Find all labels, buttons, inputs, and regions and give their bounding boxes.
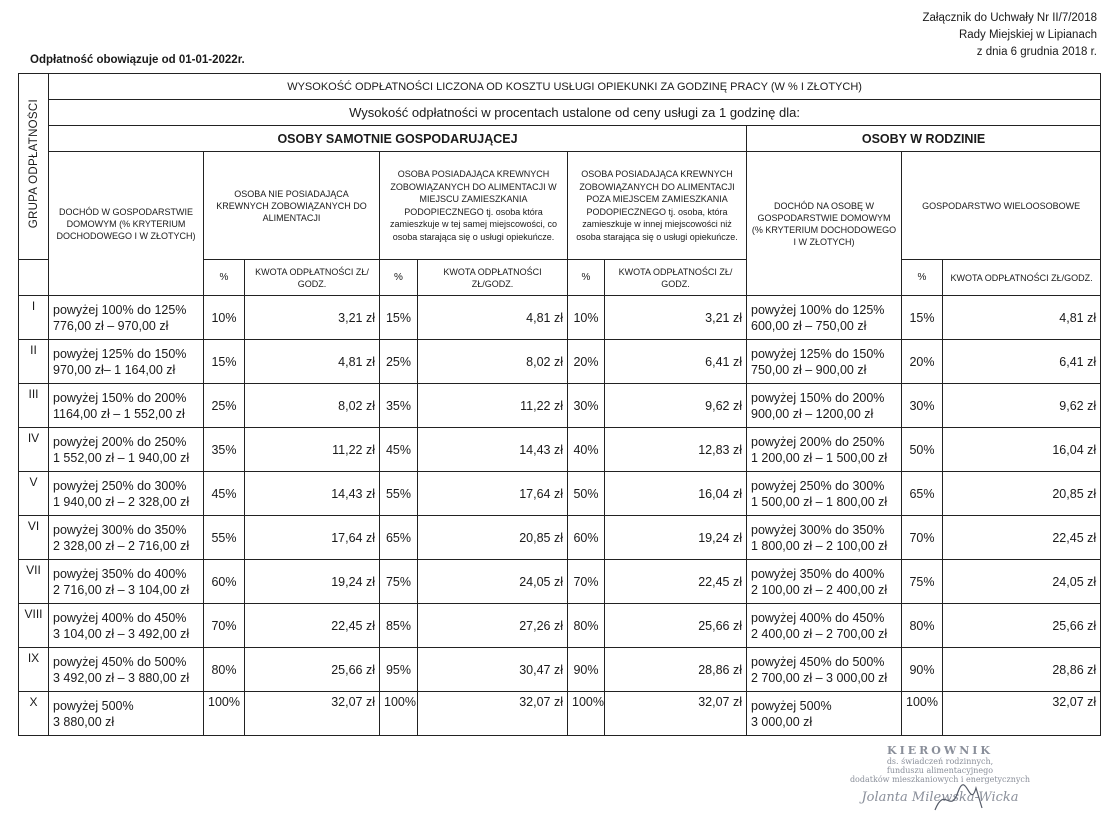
amount-relatives-other-place: 16,04 zł [605,472,747,516]
pct-header: % [902,260,943,296]
stamp-title: KIEROWNIK [887,744,993,757]
amount-no-relatives: 22,45 zł [245,604,380,648]
amount-header: KWOTA ODPŁATNOŚCI ZŁ/GODZ. [418,260,568,296]
amount-relatives-same-place: 11,22 zł [418,384,568,428]
amount-relatives-same-place: 20,85 zł [418,516,568,560]
amount-relatives-other-place: 28,86 zł [605,648,747,692]
table-row [19,648,1101,692]
income-percent-range: powyżej 250% do 300% [53,478,187,493]
income-percent-range: powyżej 100% do 125% [751,302,885,317]
percent-multi-person: 50% [902,428,943,472]
amount-relatives-other-place: 22,45 zł [605,560,747,604]
income-range-single [49,384,204,428]
attachment-header [923,10,1098,61]
income-amount-range: 600,00 zł – 750,00 zł [751,318,867,333]
table-row [19,472,1101,516]
amount-no-relatives: 32,07 zł [245,692,380,736]
group-number: V [19,472,49,516]
amount-no-relatives: 4,81 zł [245,340,380,384]
attachment-line-2: Rady Miejskiej w Lipianach [958,29,1097,41]
percent-multi-person: 90% [902,648,943,692]
amount-relatives-same-place: 27,26 zł [418,604,568,648]
group-number: VI [19,516,49,560]
amount-multi-person: 20,85 zł [943,472,1101,516]
percent-relatives-same-place: 25% [380,340,418,384]
amount-relatives-other-place: 9,62 zł [605,384,747,428]
percent-relatives-same-place: 75% [380,560,418,604]
stamp-line-3: dodatków mieszkaniowych i energetycznych [849,775,1031,784]
income-percent-range: powyżej 500% [751,698,832,713]
attachment-line-1: Załącznik do Uchwały Nr II/7/2018 [922,12,1097,24]
percent-relatives-other-place: 90% [568,648,605,692]
income-range-single [49,428,204,472]
percent-relatives-other-place: 20% [568,340,605,384]
income-family-header: DOCHÓD NA OSOBĘ W GOSPODARSTWIE DOMOWYM (% KRYTERIUM DOCHODOWEGO I W ZŁOTYCH) [747,152,902,296]
table-row [19,604,1101,648]
amount-relatives-other-place: 32,07 zł [605,692,747,736]
income-percent-range: powyżej 450% do 500% [751,654,885,669]
relatives-other-place-header: OSOBA POSIADAJĄCA KREWNYCH ZOBOWIĄZANYCH DO ALIMENTACJI POZA MIEJSCEM ZAMIESZKANIA PODOPIECZNEGO tj. osoba, która zamieszkuje w innej miejscowości niż osoba starająca się o usługi opiekuńcze. [568,152,747,260]
percent-relatives-same-place: 95% [380,648,418,692]
family-title: OSOBY W RODZINIE [747,126,1101,152]
amount-relatives-other-place: 3,21 zł [605,296,747,340]
amount-no-relatives: 14,43 zł [245,472,380,516]
income-percent-range: powyżej 300% do 350% [751,522,885,537]
amount-no-relatives: 19,24 zł [245,560,380,604]
income-amount-range: 2 328,00 zł – 2 716,00 zł [53,538,190,553]
income-amount-range: 1 552,00 zł – 1 940,00 zł [53,450,190,465]
amount-multi-person: 4,81 zł [943,296,1101,340]
income-amount-range: 1 200,00 zł – 1 500,00 zł [751,450,888,465]
income-amount-range: 2 700,00 zł – 3 000,00 zł [751,670,888,685]
amount-relatives-same-place: 8,02 zł [418,340,568,384]
income-single-header: DOCHÓD W GOSPODARSTWIE DOMOWYM (% KRYTERIUM DOCHODOWEGO I W ZŁOTYCH) [49,152,204,296]
percent-no-relatives: 55% [204,516,245,560]
pct-header: % [204,260,245,296]
attachment-line-3: z dnia 6 grudnia 2018 r. [976,46,1097,58]
income-percent-range: powyżej 500% [53,698,134,713]
income-range-family [747,296,902,340]
percent-relatives-other-place: 10% [568,296,605,340]
table-row [19,516,1101,560]
group-header-spacer [19,260,49,296]
group-number: IX [19,648,49,692]
income-amount-range: 2 100,00 zł – 2 400,00 zł [751,582,888,597]
income-percent-range: powyżej 250% do 300% [751,478,885,493]
income-amount-range: 750,00 zł – 900,00 zł [751,362,867,377]
income-percent-range: powyżej 125% do 150% [751,346,885,361]
amount-no-relatives: 17,64 zł [245,516,380,560]
amount-multi-person: 24,05 zł [943,560,1101,604]
income-range-single [49,692,204,736]
amount-multi-person: 6,41 zł [943,340,1101,384]
percent-relatives-same-place: 100% [380,692,418,736]
amount-relatives-same-place: 24,05 zł [418,560,568,604]
table-row [19,384,1101,428]
percent-no-relatives: 80% [204,648,245,692]
group-header: GRUPA ODPŁATNOŚCI [19,74,49,260]
pct-header: % [568,260,605,296]
percent-no-relatives: 35% [204,428,245,472]
table-subtitle: Wysokość odpłatności w procentach ustalone od ceny usługi za 1 godzinę dla: [49,100,1101,126]
stamp-name: Jolanta Milewska-Wicka [861,790,1019,805]
percent-no-relatives: 70% [204,604,245,648]
income-percent-range: powyżej 400% do 450% [751,610,885,625]
percent-no-relatives: 60% [204,560,245,604]
percent-relatives-other-place: 30% [568,384,605,428]
percent-no-relatives: 45% [204,472,245,516]
percent-no-relatives: 25% [204,384,245,428]
income-amount-range: 776,00 zł – 970,00 zł [53,318,169,333]
percent-relatives-other-place: 60% [568,516,605,560]
income-percent-range: powyżej 300% do 350% [53,522,187,537]
income-range-family [747,428,902,472]
effective-date-note: Odpłatność obowiązuje od 01-01-2022r. [30,54,245,66]
percent-relatives-same-place: 45% [380,428,418,472]
income-range-family [747,648,902,692]
income-range-single [49,560,204,604]
income-amount-range: 1 940,00 zł – 2 328,00 zł [53,494,190,509]
amount-relatives-other-place: 12,83 zł [605,428,747,472]
table-row [19,296,1101,340]
income-range-single [49,648,204,692]
income-percent-range: powyżej 350% do 400% [751,566,885,581]
income-range-single [49,340,204,384]
income-percent-range: powyżej 450% do 500% [53,654,187,669]
income-amount-range: 3 000,00 zł [751,714,813,729]
amount-relatives-same-place: 32,07 zł [418,692,568,736]
group-number: II [19,340,49,384]
percent-multi-person: 30% [902,384,943,428]
single-household-title: OSOBY SAMOTNIE GOSPODARUJĄCEJ [49,126,747,152]
income-amount-range: 900,00 zł – 1200,00 zł [751,406,874,421]
percent-relatives-same-place: 55% [380,472,418,516]
income-range-family [747,472,902,516]
income-range-family [747,604,902,648]
income-percent-range: powyżej 150% do 200% [751,390,885,405]
income-percent-range: powyżej 200% do 250% [53,434,187,449]
income-amount-range: 2 716,00 zł – 3 104,00 zł [53,582,190,597]
group-number: VII [19,560,49,604]
amount-no-relatives: 25,66 zł [245,648,380,692]
percent-multi-person: 65% [902,472,943,516]
amount-header: KWOTA ODPŁATNOŚCI ZŁ/GODZ. [943,260,1101,296]
percent-relatives-other-place: 40% [568,428,605,472]
amount-relatives-other-place: 19,24 zł [605,516,747,560]
amount-header: KWOTA ODPŁATNOŚCI ZŁ/ GODZ. [605,260,747,296]
amount-relatives-same-place: 4,81 zł [418,296,568,340]
group-number: III [19,384,49,428]
percent-multi-person: 20% [902,340,943,384]
group-number: X [19,692,49,736]
stamp-line-2: funduszu alimentacyjnego [886,766,994,775]
pct-header: % [380,260,418,296]
percent-no-relatives: 100% [204,692,245,736]
percent-no-relatives: 15% [204,340,245,384]
amount-relatives-same-place: 17,64 zł [418,472,568,516]
amount-relatives-same-place: 30,47 zł [418,648,568,692]
income-range-family [747,384,902,428]
income-amount-range: 3 880,00 zł [53,714,115,729]
stamp-line-1: ds. świadczeń rodzinnych, [886,757,994,766]
amount-multi-person: 28,86 zł [943,648,1101,692]
amount-relatives-same-place: 14,43 zł [418,428,568,472]
multi-person-header: GOSPODARSTWO WIELOOSOBOWE [902,152,1101,260]
income-amount-range: 1 800,00 zł – 2 100,00 zł [751,538,888,553]
percent-relatives-same-place: 85% [380,604,418,648]
amount-header: KWOTA ODPŁATNOŚCI ZŁ/ GODZ. [245,260,380,296]
percent-multi-person: 75% [902,560,943,604]
percent-relatives-other-place: 80% [568,604,605,648]
income-range-family [747,560,902,604]
income-amount-range: 970,00 zł– 1 164,00 zł [53,362,176,377]
income-range-single [49,296,204,340]
income-percent-range: powyżej 400% do 450% [53,610,187,625]
table-row [19,340,1101,384]
income-range-single [49,604,204,648]
income-amount-range: 1 500,00 zł – 1 800,00 zł [751,494,888,509]
amount-relatives-other-place: 6,41 zł [605,340,747,384]
amount-multi-person: 32,07 zł [943,692,1101,736]
percent-relatives-other-place: 100% [568,692,605,736]
income-amount-range: 1164,00 zł – 1 552,00 zł [53,406,185,421]
amount-multi-person: 25,66 zł [943,604,1101,648]
percent-multi-person: 80% [902,604,943,648]
amount-relatives-other-place: 25,66 zł [605,604,747,648]
signature-scribble [930,780,990,820]
income-percent-range: powyżej 350% do 400% [53,566,187,581]
income-percent-range: powyżej 125% do 150% [53,346,187,361]
amount-no-relatives: 11,22 zł [245,428,380,472]
amount-no-relatives: 8,02 zł [245,384,380,428]
percent-multi-person: 100% [902,692,943,736]
amount-no-relatives: 3,21 zł [245,296,380,340]
income-amount-range: 3 492,00 zł – 3 880,00 zł [53,670,190,685]
percent-relatives-other-place: 70% [568,560,605,604]
group-number: IV [19,428,49,472]
table-row [19,428,1101,472]
percent-relatives-same-place: 15% [380,296,418,340]
income-range-family [747,516,902,560]
income-range-single [49,472,204,516]
table-main-title: WYSOKOŚĆ ODPŁATNOŚCI LICZONA OD KOSZTU USŁUGI OPIEKUNKI ZA GODZINĘ PRACY (W % I ZŁOTYCH) [49,74,1101,100]
percent-multi-person: 70% [902,516,943,560]
amount-multi-person: 22,45 zł [943,516,1101,560]
percent-multi-person: 15% [902,296,943,340]
percent-relatives-same-place: 35% [380,384,418,428]
group-number: VIII [19,604,49,648]
amount-multi-person: 16,04 zł [943,428,1101,472]
income-amount-range: 2 400,00 zł – 2 700,00 zł [751,626,888,641]
income-percent-range: powyżej 100% do 125% [53,302,187,317]
percent-relatives-other-place: 50% [568,472,605,516]
relatives-same-place-header: OSOBA POSIADAJĄCA KREWNYCH ZOBOWIĄZANYCH DO ALIMENTACJI W MIEJSCU ZAMIESZKANIA PODOPIECZNEGO tj. osoba która zamieszkuje w tej samej miejscowości, co osoba starająca się o usługi opiekuńcze. [380,152,568,260]
income-range-single [49,516,204,560]
income-range-family [747,692,902,736]
table-row [19,692,1101,736]
group-number: I [19,296,49,340]
income-amount-range: 3 104,00 zł – 3 492,00 zł [53,626,190,641]
table-row [19,560,1101,604]
amount-multi-person: 9,62 zł [943,384,1101,428]
income-range-family [747,340,902,384]
fee-table [18,73,1101,736]
no-relatives-header: OSOBA NIE POSIADAJĄCA KREWNYCH ZOBOWIĄZANYCH DO ALIMENTACJI [204,152,380,260]
income-percent-range: powyżej 150% do 200% [53,390,187,405]
income-percent-range: powyżej 200% do 250% [751,434,885,449]
percent-no-relatives: 10% [204,296,245,340]
percent-relatives-same-place: 65% [380,516,418,560]
